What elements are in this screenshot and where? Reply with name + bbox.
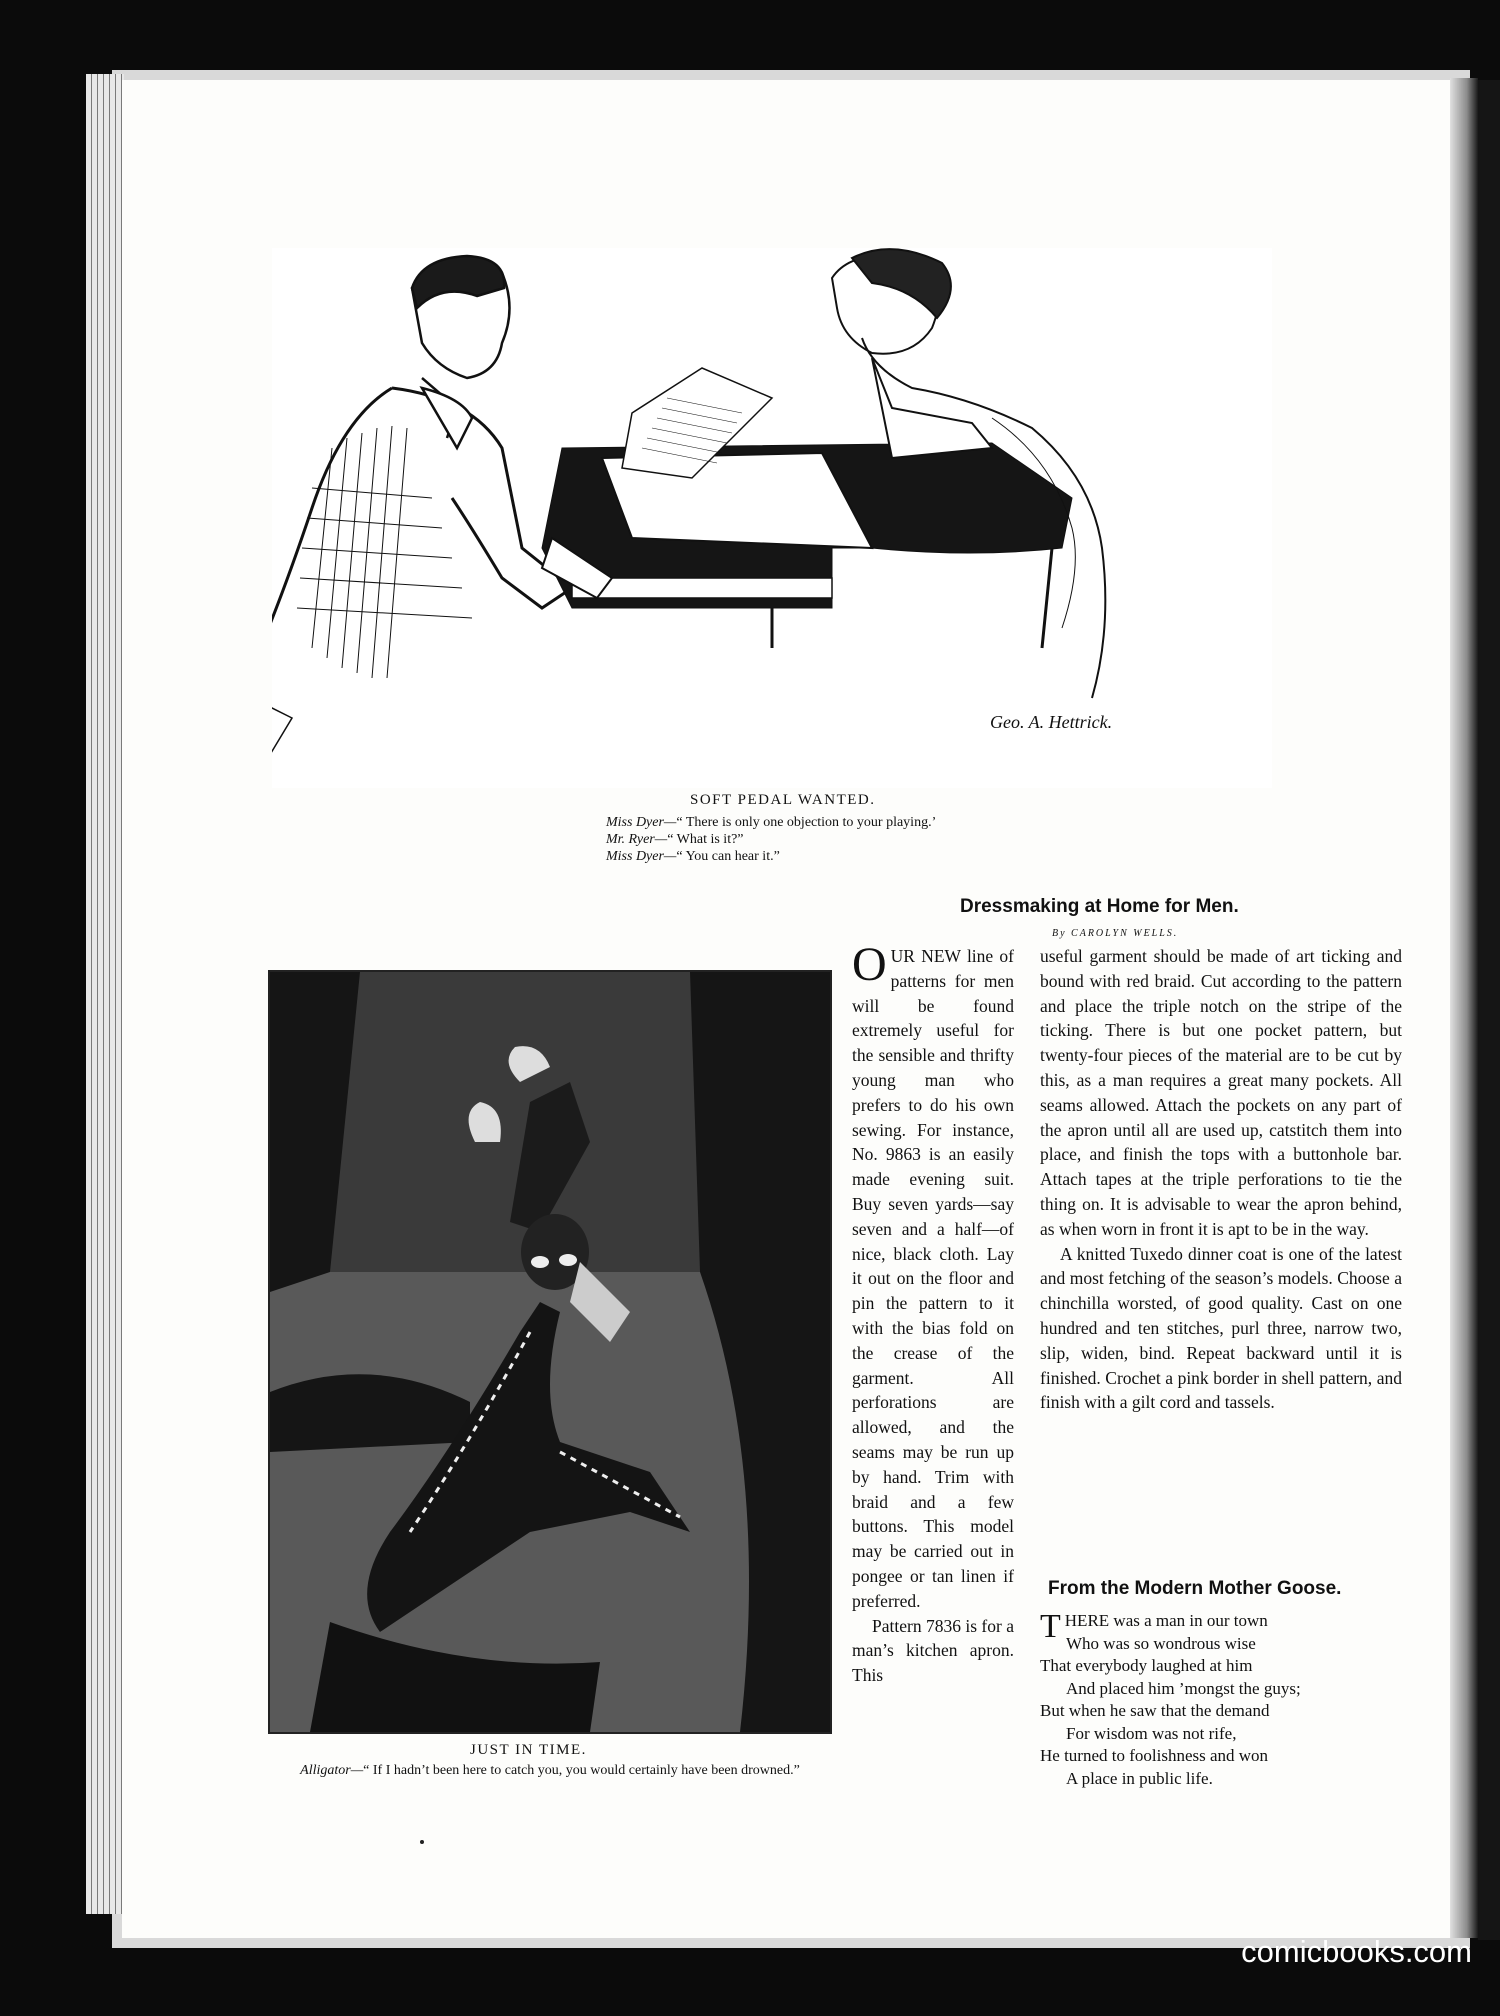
article-column-2 [1040, 944, 1402, 1415]
speech: “ There is only one objection to your playing.’ [676, 815, 937, 830]
page-edges [86, 74, 124, 1914]
print-speck [420, 1840, 424, 1844]
article-column-1 [852, 938, 1014, 1688]
poem-line: HERE was a man in our town [1064, 1611, 1268, 1630]
artist-signature: Geo. A. Hettrick. [990, 712, 1113, 732]
article-paragraph: Pattern 7836 is for a man’s kitchen apron. This [852, 1615, 1014, 1686]
dialog-line [606, 831, 1166, 848]
poem-line: And placed him ’mongst the guys; [1066, 1678, 1301, 1698]
speech: “ You can hear it.” [676, 849, 780, 864]
cartoon1-title: SOFT PEDAL WANTED. [690, 792, 876, 808]
poem [1040, 1610, 1410, 1790]
cartoon1-dialog [606, 814, 1166, 865]
speaker: Miss Dyer— [606, 849, 677, 864]
dialog-line [606, 848, 1166, 865]
speaker: Miss Dyer— [606, 815, 677, 830]
book-spine [1450, 78, 1478, 1938]
poem-line: That everybody laughed at him [1040, 1656, 1253, 1675]
poem-line: But when he saw that the demand [1040, 1701, 1270, 1720]
man-figure [272, 256, 572, 768]
article-byline: By CAROLYN WELLS. [1052, 928, 1179, 939]
article-paragraph: useful garment should be made of art ticking and bound with red braid. Cut according to the pattern and place the triple notch on the stripe of the ticking. There is but one pocket pattern, but twenty-four pieces of the material are to be cut by this, as a man requires a great many pockets. All seams allowed. Attach the pockets on any part of the apron until all are used up, catstitch them into place, and finish the tops with a buttonhole bar. Attach tapes at the triple perforations to tie the thing on. It is advisable to wear the apron behind, as when worn in front it is apt to be in the way. [1040, 946, 1402, 1239]
article-title: Dressmaking at Home for Men. [960, 896, 1239, 917]
alligator-drawing [270, 972, 830, 1732]
alligator-cartoon-illustration [268, 970, 832, 1734]
cartoon2-title: JUST IN TIME. [470, 1742, 587, 1758]
article-paragraph: A knitted Tuxedo dinner coat is one of the latest and most fetching of the season’s models. Choose a chinchilla worsted, of good quality. Cast on one hundred and ten stitches, purl three, narrow two, slip, widen, bind. Repeat backward until it is finished. Crochet a pink border in shell pattern, and finish with a gilt cord and tassels. [1040, 1243, 1402, 1413]
poem-line: Who was so wondrous wise [1066, 1633, 1256, 1653]
drop-cap: T [1040, 1608, 1061, 1645]
speech: “ What is it?” [667, 832, 744, 847]
cartoon2-dialog [290, 1762, 810, 1779]
poem-line: He turned to foolishness and won [1040, 1746, 1269, 1765]
piano-drawing [272, 248, 1272, 788]
facing-page-edge [1478, 80, 1500, 1940]
speaker: Mr. Ryer— [606, 832, 668, 847]
piano-cartoon-illustration [272, 248, 1272, 788]
drop-cap: O [852, 938, 887, 991]
article-paragraph [852, 938, 1014, 1614]
speaker: Alligator— [300, 1763, 364, 1778]
poem-title: From the Modern Mother Goose. [1048, 1578, 1342, 1599]
poem-line: A place in public life. [1066, 1768, 1213, 1788]
speech: “ If I hadn’t been here to catch you, you would certainly have been drowned.” [363, 1763, 800, 1778]
poem-line: For wisdom was not rife, [1066, 1723, 1237, 1743]
watermark-text: comicbooks.com [1241, 1934, 1472, 1969]
paragraph-text: UR NEW line of patterns for men will be found extremely useful for the sensible and thrifty young man who prefers to do his own sewing. For instance, No. 9863 is an easily made evening suit. Buy seven yards—say seven and a half—of nice, black cloth. Lay it out on the floor and pin the pattern to it with the bias fold on the crease of the garment. All perforations are allowed, and the seams may be run up by hand. Trim with braid and a few buttons. This model may be carried out in pongee or tan linen if preferred. [852, 946, 1014, 1611]
dialog-line [606, 814, 1166, 831]
